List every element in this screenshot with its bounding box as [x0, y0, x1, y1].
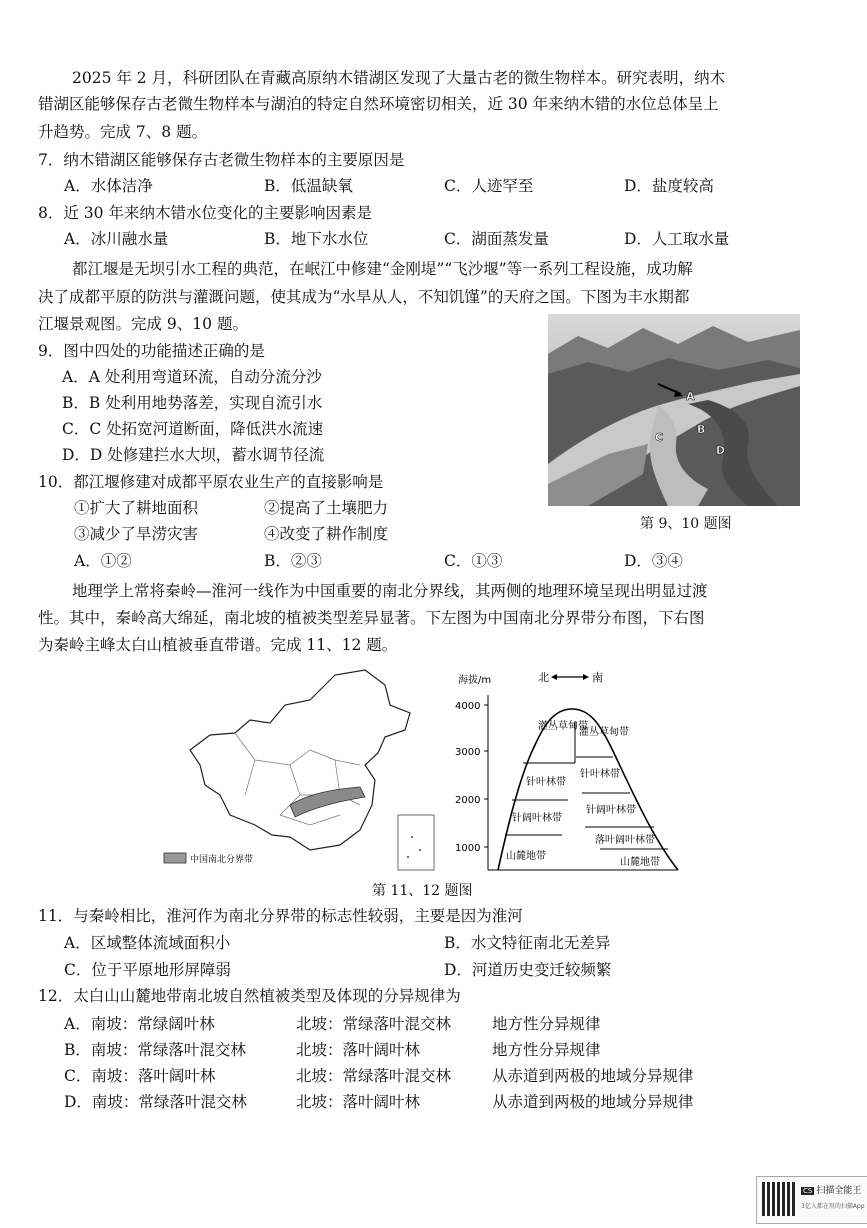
q7-option-c: C．人迹罕至 — [444, 177, 534, 195]
photo-label-a: A — [686, 390, 695, 403]
q8-option-d: D．人工取水量 — [624, 230, 730, 248]
q12-b-law: 地方性分异规律 — [492, 1041, 601, 1059]
photo-label-d: D — [716, 444, 726, 457]
figure-11-12-caption: 第 11、12 题图 — [372, 883, 473, 899]
legend-text: 中国南北分界带 — [190, 855, 254, 865]
china-map-svg — [160, 665, 440, 880]
passage3-line3: 为秦岭主峰太白山植被垂直带谱。完成 11、12 题。 — [38, 636, 398, 654]
q7-option-d: D．盐度较高 — [624, 177, 714, 195]
q12-c-north: 北坡：常绿落叶混交林 — [296, 1067, 452, 1085]
photo-label-c: C — [655, 431, 664, 444]
south-zone-3: 针阔叶林带 — [586, 805, 636, 816]
scanner-subtitle: 3亿人都在用的扫描App — [801, 1203, 865, 1210]
dujiangyan-photo-svg — [548, 314, 800, 506]
legend-swatch — [164, 853, 186, 863]
q12-a-law: 地方性分异规律 — [492, 1015, 601, 1033]
south-sea-inset — [398, 815, 434, 870]
north-zone-1: 灌丛草甸带 — [538, 721, 588, 732]
q10-option-a: A．①② — [74, 552, 132, 570]
dujiangyan-photo — [548, 314, 800, 506]
scanner-badge: CS — [803, 1187, 813, 1195]
qr-code-icon — [762, 1182, 796, 1216]
north-label: 北 — [538, 671, 549, 684]
q11-option-c: C．位于平原地形屏障弱 — [64, 961, 231, 979]
q12-b-north: 北坡：落叶阔叶林 — [296, 1041, 421, 1059]
passage3-line1: 地理学上常将秦岭—淮河一线作为中国重要的南北分界线，其两侧的地理环境呈现出明显过渡 — [72, 582, 708, 600]
south-zone-1: 灌丛草甸带 — [579, 727, 629, 738]
north-zone-4: 山麓地带 — [506, 851, 546, 862]
q8-option-b: B．地下水水位 — [264, 230, 369, 248]
q10-option-d: D．③④ — [624, 552, 683, 570]
q10-item-4: ④改变了耕作制度 — [264, 525, 389, 543]
scanner-watermark — [756, 1176, 867, 1224]
south-label: 南 — [592, 671, 603, 684]
taibai-profile-svg — [450, 665, 680, 880]
q12-c-law: 从赤道到两极的地域分异规律 — [492, 1067, 694, 1085]
china-outline — [190, 670, 410, 850]
q10-stem: 10．都江堰修建对成都平原农业生产的直接影响是 — [38, 473, 384, 491]
passage3-line2: 性。其中，秦岭高大绵延，南北坡的植被类型差异显著。下左图为中国南北分界带分布图，下右图 — [38, 609, 705, 627]
q10-item-3: ③减少了旱涝灾害 — [74, 525, 199, 543]
passage2-line3: 江堰景观图。完成 9、10 题。 — [38, 315, 248, 333]
q9-option-d: D．D 处修建拦水大坝，蓄水调节径流 — [62, 446, 325, 464]
tick-1000: 1000 — [455, 843, 481, 854]
tick-4000: 4000 — [455, 701, 481, 712]
y-axis-label: 海拔/m — [458, 675, 492, 686]
q11-option-b: B．水文特征南北无差异 — [444, 934, 611, 952]
q7-option-a: A．水体洁净 — [64, 177, 153, 195]
passage1-line3: 升趋势。完成 7、8 题。 — [38, 123, 208, 141]
passage1-line2: 错湖区能够保存古老微生物样本与湖泊的特定自然环境密切相关，近 30 年来纳木错的水位总体呈上 — [38, 95, 719, 113]
q10-item-2: ②提高了土壤肥力 — [264, 499, 389, 517]
passage2-line1: 都江堰是无坝引水工程的典范，在岷江中修建“金刚堤”“飞沙堰”等一系列工程设施，成功解 — [72, 260, 693, 278]
q8-stem: 8．近 30 年来纳木错水位变化的主要影响因素是 — [38, 204, 372, 222]
tick-2000: 2000 — [455, 795, 481, 806]
north-zone-2: 针叶林带 — [526, 777, 566, 788]
china-map — [160, 665, 440, 880]
q10-option-b: B．②③ — [264, 552, 322, 570]
q12-b-south: B．南坡：常绿落叶混交林 — [64, 1041, 246, 1059]
q9-option-a: A．A 处利用弯道环流，自动分流分沙 — [62, 368, 322, 386]
q12-a-south: A．南坡：常绿阔叶林 — [64, 1015, 215, 1033]
q10-item-1: ①扩大了耕地面积 — [74, 499, 199, 517]
q12-stem: 12．太白山山麓地带南北坡自然植被类型及体现的分异规律为 — [38, 987, 461, 1005]
q11-option-d: D．河道历史变迁较频繁 — [444, 961, 612, 979]
q7-option-b: B．低温缺氧 — [264, 177, 353, 195]
photo-label-b: B — [697, 423, 706, 436]
south-zone-2: 针叶林带 — [580, 769, 620, 780]
q12-a-north: 北坡：常绿落叶混交林 — [296, 1015, 452, 1033]
q12-d-north: 北坡：落叶阔叶林 — [296, 1093, 421, 1111]
q8-option-a: A．冰川融水量 — [64, 230, 169, 248]
south-zone-5: 山麓地带 — [620, 857, 660, 868]
q9-option-c: C．C 处拓宽河道断面，降低洪水流速 — [62, 420, 324, 438]
q12-c-south: C．南坡：落叶阔叶林 — [64, 1067, 216, 1085]
passage2-line2: 决了成都平原的防洪与灌溉问题，使其成为“水旱从人，不知饥馑”的天府之国。下图为丰水期都 — [38, 288, 690, 306]
q11-option-a: A．区域整体流域面积小 — [64, 934, 231, 952]
q12-d-law: 从赤道到两极的地域分异规律 — [492, 1093, 694, 1111]
q11-stem: 11．与秦岭相比，淮河作为南北分界带的标志性较弱，主要是因为淮河 — [38, 907, 523, 925]
q9-option-b: B．B 处利用地势落差，实现自流引水 — [62, 394, 323, 412]
south-zone-4: 落叶阔叶林带 — [595, 835, 655, 846]
q12-d-south: D．南坡：常绿落叶混交林 — [64, 1093, 247, 1111]
q8-option-c: C．湖面蒸发量 — [444, 230, 549, 248]
north-zone-3: 针阔叶林带 — [512, 813, 562, 824]
photo-caption: 第 9、10 题图 — [640, 516, 732, 532]
q10-option-c: C．①③ — [444, 552, 503, 570]
scanner-title: 扫描全能王 — [816, 1186, 862, 1196]
tick-3000: 3000 — [455, 747, 481, 758]
q9-stem: 9．图中四处的功能描述正确的是 — [38, 342, 265, 360]
passage1-line1: 2025 年 2 月，科研团队在青藏高原纳木错湖区发现了大量古老的微生物样本。研究表明，纳木 — [72, 69, 726, 87]
q7-stem: 7．纳木错湖区能够保存古老微生物样本的主要原因是 — [38, 151, 405, 169]
taibai-profile — [450, 665, 680, 880]
